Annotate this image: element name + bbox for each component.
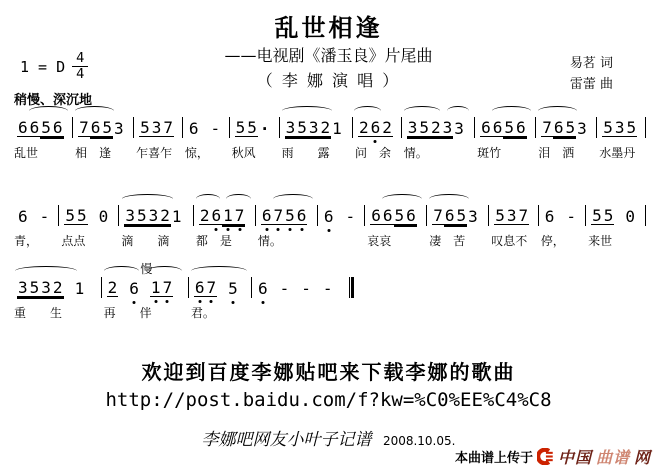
note: - <box>345 207 356 226</box>
note: 2 <box>359 118 369 137</box>
note: 6 <box>406 206 416 225</box>
note: 6 <box>553 118 564 137</box>
note: 7 <box>518 206 529 225</box>
measure <box>12 191 58 249</box>
measure <box>183 103 229 161</box>
augmentation-dot: · <box>259 119 270 138</box>
slur-arc <box>404 106 440 116</box>
lyricist-credit: 易茗 词 <box>569 56 613 71</box>
note: 6 <box>323 207 334 226</box>
note: 2 <box>320 118 331 137</box>
barline <box>645 205 646 226</box>
note: 3 <box>506 206 517 225</box>
notes-row <box>230 103 279 137</box>
slur-arc <box>282 106 333 116</box>
note: 5 <box>456 206 467 225</box>
note: 5 <box>626 118 637 137</box>
note: 2 <box>382 118 392 137</box>
notes-row <box>586 191 645 225</box>
measure <box>475 103 535 161</box>
lyric-text: 水墨丹 <box>599 146 636 160</box>
note: - <box>322 279 333 298</box>
site-name-part1: 中国 <box>557 448 592 467</box>
notes-row <box>252 263 349 297</box>
notes-row <box>189 263 251 297</box>
note: 3 <box>614 118 625 137</box>
note: 5 <box>504 118 515 137</box>
time-denominator: 4 <box>76 67 85 82</box>
lyric-text: 来世 <box>588 234 613 248</box>
lyric-text: 再 伴 <box>103 306 152 320</box>
note: 3 <box>407 118 418 137</box>
note: 6 <box>188 119 199 138</box>
measure <box>59 191 118 249</box>
note: 7 <box>542 118 552 137</box>
notes-row <box>73 103 133 137</box>
lyric-text: 秋风 <box>231 146 256 160</box>
slur-arc <box>429 194 469 204</box>
note: 3 <box>442 118 453 137</box>
note: 5 <box>136 206 147 225</box>
note: 0 <box>98 207 109 226</box>
slur-arc <box>354 106 381 116</box>
tempo-marking: 稍慢、深沉地 <box>14 93 93 108</box>
promo-text: 欢迎到百度李娜贴吧来下载李娜的歌曲 <box>141 360 516 384</box>
note: 5 <box>235 118 246 137</box>
notes-row <box>365 191 426 225</box>
note: 3 <box>468 207 478 226</box>
note: 5 <box>297 118 307 137</box>
slur-arc <box>226 194 250 204</box>
slur-arc <box>492 106 531 116</box>
slur-arc <box>122 194 173 204</box>
notes-row <box>489 191 537 225</box>
notes-row <box>402 103 474 137</box>
measure <box>365 191 426 249</box>
note: 3 <box>41 278 51 297</box>
note: 2 <box>431 118 441 137</box>
lyric-text: 斑竹 <box>477 146 502 160</box>
notes-row <box>12 263 101 297</box>
slur-arc <box>147 266 181 276</box>
measure <box>280 103 352 161</box>
note: 3 <box>113 119 124 138</box>
notes-row <box>536 103 596 137</box>
notes-row <box>539 191 585 225</box>
measure <box>119 191 193 249</box>
note: 3 <box>285 118 296 137</box>
measure <box>189 263 251 321</box>
site-name-part2: 曲谱 <box>595 448 630 467</box>
notes-row <box>280 103 352 137</box>
lyric-text: 问 余 <box>355 146 392 160</box>
measure <box>252 263 349 304</box>
transcribe-date: 2008.10.05. <box>382 434 456 448</box>
note: 5 <box>285 206 295 225</box>
key-label: 1 = D <box>20 57 66 76</box>
slur-arc <box>447 106 469 116</box>
song-subtitle: ——电视剧《潘玉良》片尾曲 <box>224 46 433 65</box>
note: 7 <box>206 278 217 297</box>
lyric-text: 情。 <box>257 234 282 248</box>
note: 5 <box>603 118 613 137</box>
note: 6 <box>261 206 272 225</box>
lyric-text: 凄 苦 <box>429 234 466 248</box>
slur-arc <box>75 106 114 116</box>
notes-row <box>183 103 229 137</box>
lyric-text: 泪 洒 <box>538 146 575 160</box>
note: 6 <box>258 279 268 298</box>
notes-row <box>353 103 401 137</box>
note: 6 <box>29 118 40 137</box>
note: 7 <box>162 278 173 297</box>
lyric-text: 滴 滴 <box>121 234 170 248</box>
note: 0 <box>625 207 636 226</box>
note: 5 <box>419 118 429 137</box>
composer-credit: 雷蕾 曲 <box>569 77 613 92</box>
note: 3 <box>125 206 135 225</box>
note: 2 <box>199 206 210 225</box>
site-logo-icon <box>537 448 554 465</box>
note: 1 <box>332 119 342 138</box>
lyric-text: 点点 <box>61 234 86 248</box>
note: 7 <box>163 118 174 137</box>
measure <box>586 191 645 249</box>
note: 6 <box>52 118 63 137</box>
measure <box>230 103 279 161</box>
lyric-text: 情。 <box>403 146 428 160</box>
lyric-text: 雨 露 <box>281 146 330 160</box>
song-title: 乱世相逢 <box>274 14 383 42</box>
slur-arc <box>191 266 247 276</box>
score-line-3 <box>12 263 354 321</box>
score-line-2 <box>12 191 646 249</box>
notes-row <box>59 191 118 225</box>
note: 6 <box>481 118 491 137</box>
note: 5 <box>592 206 602 225</box>
note: 3 <box>454 119 464 138</box>
note: 6 <box>18 118 28 137</box>
slur-arc <box>538 106 577 116</box>
measure <box>402 103 474 161</box>
note: 2 <box>107 278 118 297</box>
note: 6 <box>492 118 503 137</box>
lyric-text: 重 生 <box>14 306 63 320</box>
note: - <box>39 207 50 226</box>
note: - <box>566 207 576 226</box>
final-barline <box>349 277 354 298</box>
measure <box>12 103 72 161</box>
note: 7 <box>433 206 443 225</box>
note: 6 <box>129 279 139 298</box>
note: 6 <box>544 207 555 226</box>
time-signature <box>72 52 88 81</box>
note: 6 <box>371 206 381 225</box>
note: 5 <box>41 118 51 137</box>
lyric-text: 乱世 <box>14 146 39 160</box>
note: 2 <box>52 278 63 297</box>
note: 7 <box>79 118 89 137</box>
lyric-text: 君。 <box>190 306 215 320</box>
note: 2 <box>160 206 170 225</box>
note: - <box>301 279 311 298</box>
measure <box>194 191 255 249</box>
uploader-note <box>455 445 651 468</box>
measure <box>353 103 401 161</box>
measure <box>102 263 188 321</box>
note: 3 <box>18 278 28 297</box>
lyric-text: 青， <box>14 234 39 248</box>
note: 5 <box>603 206 614 225</box>
measure <box>427 191 488 249</box>
measure <box>539 191 585 249</box>
note: 3 <box>577 119 587 138</box>
lyric-text: 停， <box>540 234 565 248</box>
note: 5 <box>394 206 405 225</box>
score-line-1 <box>12 103 646 161</box>
measure <box>597 103 645 161</box>
note: 5 <box>140 118 150 137</box>
note: 6 <box>370 118 381 137</box>
note: 6 <box>90 118 101 137</box>
note: 5 <box>495 206 505 225</box>
measure <box>134 103 182 161</box>
note: 7 <box>234 206 245 225</box>
note: 5 <box>228 279 238 298</box>
lyric-text: 惊， <box>184 146 209 160</box>
notes-row <box>119 191 193 225</box>
notes-row <box>194 191 255 225</box>
measure <box>256 191 317 249</box>
note: 1 <box>74 279 85 298</box>
lyric-text: 乍喜乍 <box>136 146 173 160</box>
notes-row <box>427 191 488 225</box>
note: 6 <box>516 118 526 137</box>
performer-credit: （ 李 娜 演 唱 ） <box>256 71 401 90</box>
note: 5 <box>102 118 112 137</box>
notes-row <box>102 263 188 297</box>
notes-row <box>12 191 58 225</box>
note: 3 <box>151 118 162 137</box>
note: 6 <box>18 207 28 226</box>
lyric-text: 相 逢 <box>75 146 112 160</box>
note: 5 <box>247 118 257 137</box>
notes-row <box>12 103 72 137</box>
measure <box>73 103 133 161</box>
note: 1 <box>223 206 233 225</box>
measure <box>318 191 364 232</box>
note: 5 <box>65 206 76 225</box>
download-url: http://post.baidu.com/f?kw=%C0%EE%C4%C8 <box>105 389 552 411</box>
lyric-text: 叹息不 <box>491 234 528 248</box>
note: 3 <box>148 206 159 225</box>
slur-arc <box>29 106 68 116</box>
upload-note-text: 本曲谱上传于 <box>454 451 533 466</box>
note: 5 <box>565 118 576 137</box>
note: 5 <box>29 278 40 297</box>
notes-row <box>134 103 182 137</box>
notes-row <box>597 103 645 137</box>
note: 7 <box>273 206 284 225</box>
key-signature <box>20 52 88 81</box>
note: 6 <box>296 206 307 225</box>
site-name-part3: 网 <box>633 448 651 467</box>
slur-arc <box>104 266 138 276</box>
barline <box>645 117 646 138</box>
note: - <box>279 279 290 298</box>
note: 6 <box>444 206 455 225</box>
measure <box>536 103 596 161</box>
measure <box>12 263 101 321</box>
note: 6 <box>194 278 205 297</box>
note: 3 <box>308 118 319 137</box>
lyric-text: 哀哀 <box>367 234 392 248</box>
slur-arc <box>15 266 77 276</box>
author-credits <box>570 53 613 95</box>
lyric-text: 都 是 <box>195 234 232 248</box>
tempo-change-label: 慢 <box>140 262 153 276</box>
transcriber-credit: 李娜吧网友小叶子记谱 <box>201 430 372 450</box>
note: 1 <box>171 207 182 226</box>
notes-row <box>256 191 317 225</box>
time-numerator: 4 <box>72 52 88 67</box>
notes-row <box>475 103 535 137</box>
slur-arc <box>196 194 220 204</box>
note: 1 <box>150 278 161 297</box>
note: 5 <box>77 206 87 225</box>
slur-arc <box>273 194 313 204</box>
note: 6 <box>382 206 393 225</box>
slur-arc <box>382 194 422 204</box>
note: - <box>210 119 221 138</box>
notes-row <box>318 191 364 225</box>
note: 6 <box>211 206 222 225</box>
measure <box>489 191 537 249</box>
